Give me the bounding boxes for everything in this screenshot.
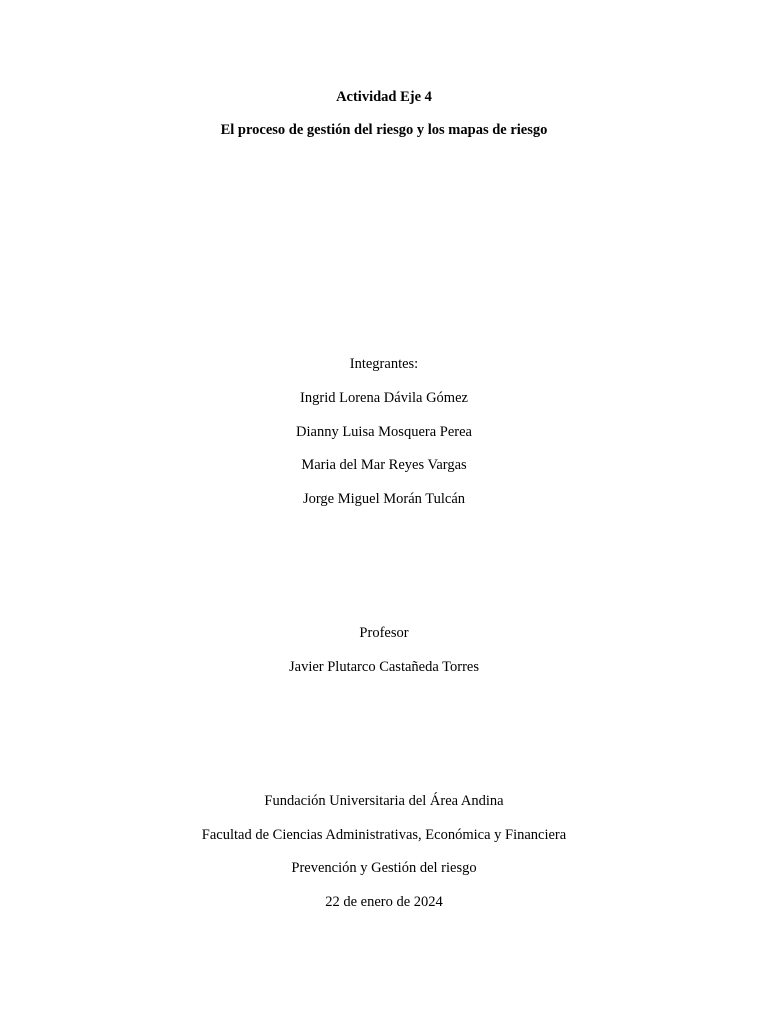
members-heading: Integrantes: [349, 356, 419, 372]
member-name: Maria del Mar Reyes Vargas [301, 457, 467, 473]
professor-name: Javier Plutarco Castañeda Torres [289, 659, 479, 675]
course-name: Prevención y Gestión del riesgo [291, 860, 477, 876]
professor-heading: Profesor [359, 625, 409, 641]
university-name: Fundación Universitaria del Área Andina [264, 793, 504, 809]
member-name: Jorge Miguel Morán Tulcán [302, 491, 466, 507]
document-subtitle: El proceso de gestión del riesgo y los mapas de riesgo [220, 122, 548, 138]
member-name: Dianny Luisa Mosquera Perea [296, 424, 472, 440]
member-name: Ingrid Lorena Dávila Gómez [300, 390, 468, 406]
activity-title: Actividad Eje 4 [336, 89, 432, 105]
faculty-name: Facultad de Ciencias Administrativas, Económica y Financiera [201, 827, 567, 843]
document-date: 22 de enero de 2024 [325, 894, 443, 910]
